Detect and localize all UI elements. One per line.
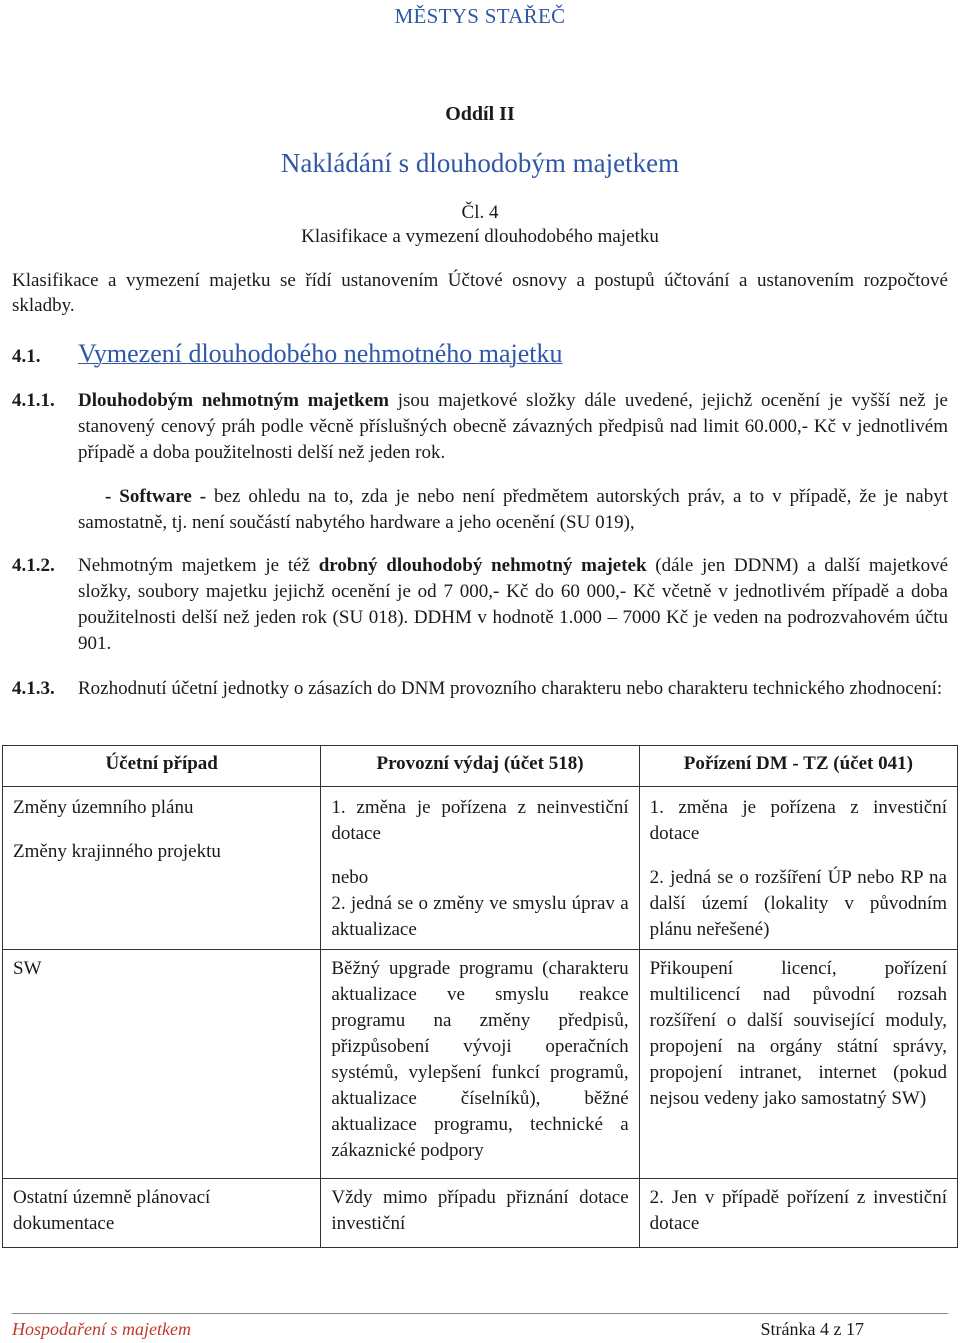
table-cell: SW bbox=[3, 950, 321, 1179]
table-cell: Vždy mimo případu přiznání dotace investiční bbox=[321, 1179, 639, 1248]
cell-text: 1. změna je pořízena z investiční dotace bbox=[649, 797, 947, 844]
table-cell: Běžný upgrade programu (charakteru aktualizace ve smyslu reakce programu na změny předpisů, přizpůsobení vývoji operačních systémů, vylepšení funkcí programů, aktualizace číselníků), běžné aktualizace programu, technické a zákaznické podpory bbox=[321, 950, 639, 1179]
footer-document-title: Hospodaření s majetkem bbox=[12, 1319, 191, 1339]
classification-table bbox=[2, 745, 958, 1248]
cell-text: Změny krajinného projektu bbox=[13, 841, 221, 862]
table-row bbox=[3, 787, 958, 950]
cell-text: nebo bbox=[331, 867, 369, 888]
paragraph-4-1-2 bbox=[12, 553, 948, 657]
cell-text: 2. jedná se o změny ve smyslu úprav a aktualizace bbox=[331, 893, 629, 940]
paragraph-number: 4.1.2. bbox=[12, 555, 55, 576]
table-row bbox=[3, 950, 958, 1179]
article-title: Klasifikace a vymezení dlouhodobého majetku bbox=[301, 226, 659, 247]
subsection-number: 4.1. bbox=[12, 346, 41, 367]
table-cell: Přikoupení licencí, pořízení multilicencí nad původní rozsah rozšíření o další související moduly, propojení na orgány státní správy, propojení intranet, internet (pokud nejsou vedeny jako samostatný SW) bbox=[639, 950, 957, 1179]
paragraph-4-1-3 bbox=[12, 676, 948, 702]
paragraph-body: bez ohledu na to, zda je nebo není předmětem autorských práv, a to v případě, že je nabyt samostatně, tj. není součástí nabytého hardware a jeho ocenění (SU 019), bbox=[78, 486, 949, 533]
part-title: Nakládání s dlouhodobým majetkem bbox=[280, 148, 680, 178]
footer-divider bbox=[12, 1313, 948, 1314]
paragraph-number: 4.1.1. bbox=[12, 390, 55, 411]
table-header-cell: Provozní výdaj (účet 518) bbox=[321, 746, 639, 787]
cell-text: Změny územního plánu bbox=[13, 797, 194, 818]
paragraph-body: Nehmotným majetkem je též bbox=[78, 555, 319, 576]
bold-term: Dlouhodobým nehmotným majetkem bbox=[78, 390, 389, 411]
paragraph-text bbox=[78, 388, 948, 466]
paragraph-text bbox=[78, 553, 948, 657]
table-header-row bbox=[3, 746, 958, 787]
table-cell bbox=[321, 787, 639, 950]
page-header-title: MĚSTYS STAŘEČ bbox=[394, 4, 566, 28]
article-number: Čl. 4 bbox=[461, 202, 499, 223]
paragraph-body: jsou majetkové složky dále uvedené, jejichž ocenění je vyšší než je stanovený cenový práh podle věcně příslušných obecně závazných předpisů nad limit 60.000,- Kč v jednotlivém případě a doba použitelnosti delší než jeden rok. bbox=[78, 390, 948, 463]
paragraph-text bbox=[78, 484, 948, 536]
table-header-cell: Účetní případ bbox=[3, 746, 321, 787]
section-heading: Oddíl II bbox=[445, 103, 515, 125]
table-cell: Ostatní územně plánovací dokumentace bbox=[3, 1179, 321, 1248]
cell-text: 2. jedná se o rozšíření ÚP nebo RP na další území (lokality v původním plánu neřešené) bbox=[649, 867, 947, 940]
table-row bbox=[3, 1179, 958, 1248]
table-header-cell: Pořízení DM - TZ (účet 041) bbox=[639, 746, 957, 787]
subsection-title: Vymezení dlouhodobého nehmotného majetku bbox=[78, 339, 563, 368]
table-cell bbox=[639, 787, 957, 950]
table-cell: 2. Jen v případě pořízení z investiční dotace bbox=[639, 1179, 957, 1248]
paragraph-number: 4.1.3. bbox=[12, 678, 55, 699]
footer-page-number: Stránka 4 z 17 bbox=[760, 1319, 864, 1339]
bold-term: drobný dlouhodobý nehmotný majetek bbox=[318, 555, 647, 576]
bold-term: - Software - bbox=[105, 486, 207, 507]
paragraph-4-1-1 bbox=[12, 388, 948, 466]
subsection-heading bbox=[12, 339, 563, 369]
paragraph-text: Rozhodnutí účetní jednotky o zásazích do DNM provozního charakteru nebo charakteru technického zhodnocení: bbox=[78, 678, 943, 699]
table-cell bbox=[3, 787, 321, 950]
cell-text: 1. změna je pořízena z neinvestiční dotace bbox=[331, 797, 629, 844]
paragraph-body: (dále jen DDNM) a další majetkové složky, soubory majetku jejichž ocenění je od 7 000,- Kč do 60 000,- Kč včetně v jednotlivém případě a doba použitelnosti delší než jeden rok (SU 018). DDHM v hodnotě 1.000 – 7000 Kč je veden na podrozvahovém účtu 901. bbox=[78, 555, 948, 654]
software-paragraph bbox=[12, 484, 948, 536]
intro-paragraph: Klasifikace a vymezení majetku se řídí ustanovením Účtové osnovy a postupů účtování a ustanovením rozpočtové skladby. bbox=[12, 270, 948, 316]
